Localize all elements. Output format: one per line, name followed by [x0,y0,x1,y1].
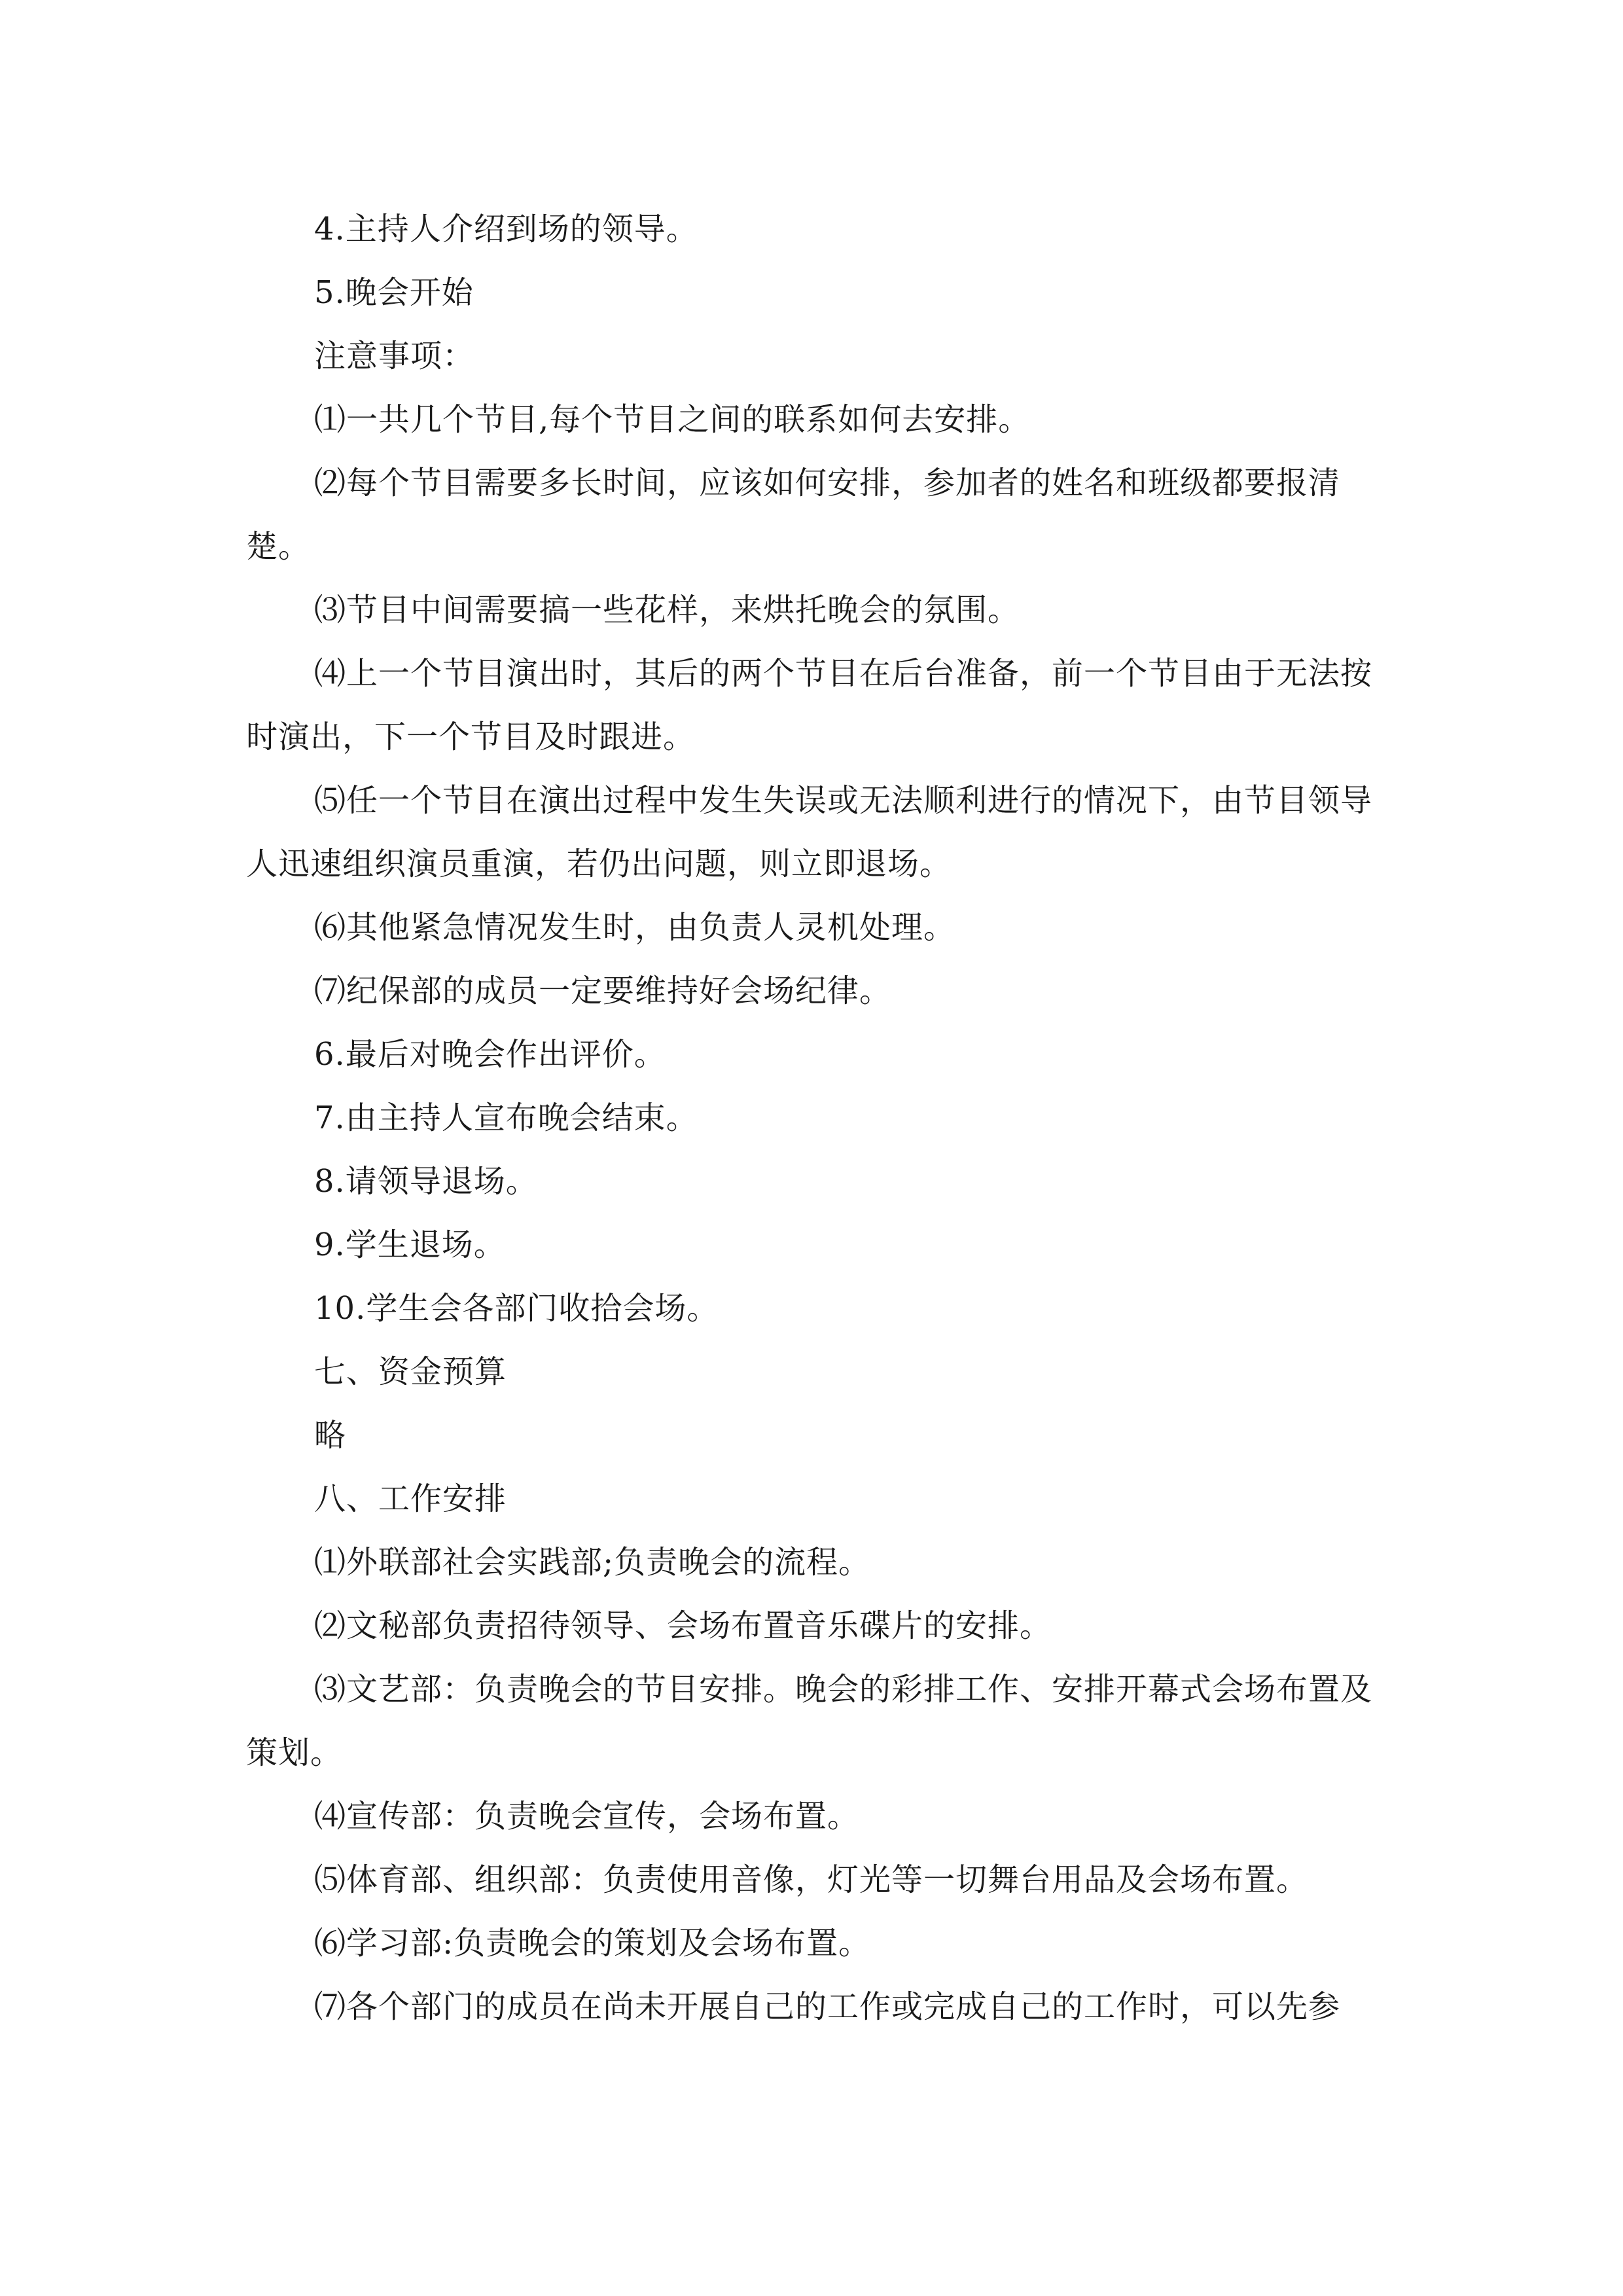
section-heading: 七、资金预算 [314,1354,507,1390]
paragraph: 5.晚会开始 [314,274,474,311]
paragraph: ⑵每个节目需要多长时间，应该如何安排，参加者的姓名和班级都要报清楚。 [246,465,1341,565]
paragraph: ⑶节目中间需要搞一些花样，来烘托晚会的氛围。 [314,592,1020,628]
paragraph: ⑵文秘部负责招待领导、会场布置音乐碟片的安排。 [314,1607,1052,1644]
paragraph: ⑹其他紧急情况发生时，由负责人灵机处理。 [314,909,956,946]
paragraph: ⑺纪保部的成员一定要维持好会场纪律。 [314,973,892,1009]
paragraph: ⑴外联部社会实践部;负责晚会的流程。 [314,1544,871,1581]
paragraph: 注意事项： [314,338,475,374]
paragraph: 8.请领导退场。 [314,1163,538,1200]
paragraph: ⑺各个部门的成员在尚未开展自己的工作或完成自己的工作时，可以先参 [314,1988,1341,2025]
paragraph: ⑷宣传部：负责晚会宣传，会场布置。 [314,1798,860,1835]
paragraph: 9.学生退场。 [314,1227,506,1263]
paragraph: ⑸任一个节目在演出过程中发生失误或无法顺利进行的情况下，由节目领导人迅速组织演员重演，若仍出问题，则立即退场。 [246,782,1373,882]
paragraph: 7.由主持人宣布晚会结束。 [314,1100,698,1136]
paragraph: ⑶文艺部：负责晚会的节目安排。晚会的彩排工作、安排开幕式会场布置及策划。 [246,1671,1373,1771]
paragraph: ⑷上一个节目演出时，其后的两个节目在后台准备，前一个节目由于无法按时演出，下一个节目及时跟进。 [246,655,1373,755]
document-body [246,198,1381,2039]
paragraph: ⑴一共几个节目,每个节目之间的联系如何去安排。 [314,401,1031,438]
paragraph: 10.学生会各部门收拾会场。 [314,1290,719,1327]
paragraph: 4.主持人介绍到场的领导。 [314,211,698,247]
paragraph: ⑸体育部、组织部：负责使用音像，灯光等一切舞台用品及会场布置。 [314,1861,1309,1898]
section-heading: 八、工作安排 [314,1480,507,1517]
paragraph: ⑹学习部:负责晚会的策划及会场布置。 [314,1925,871,1962]
paragraph: 6.最后对晚会作出评价。 [314,1036,666,1073]
paragraph: 略 [314,1417,347,1454]
